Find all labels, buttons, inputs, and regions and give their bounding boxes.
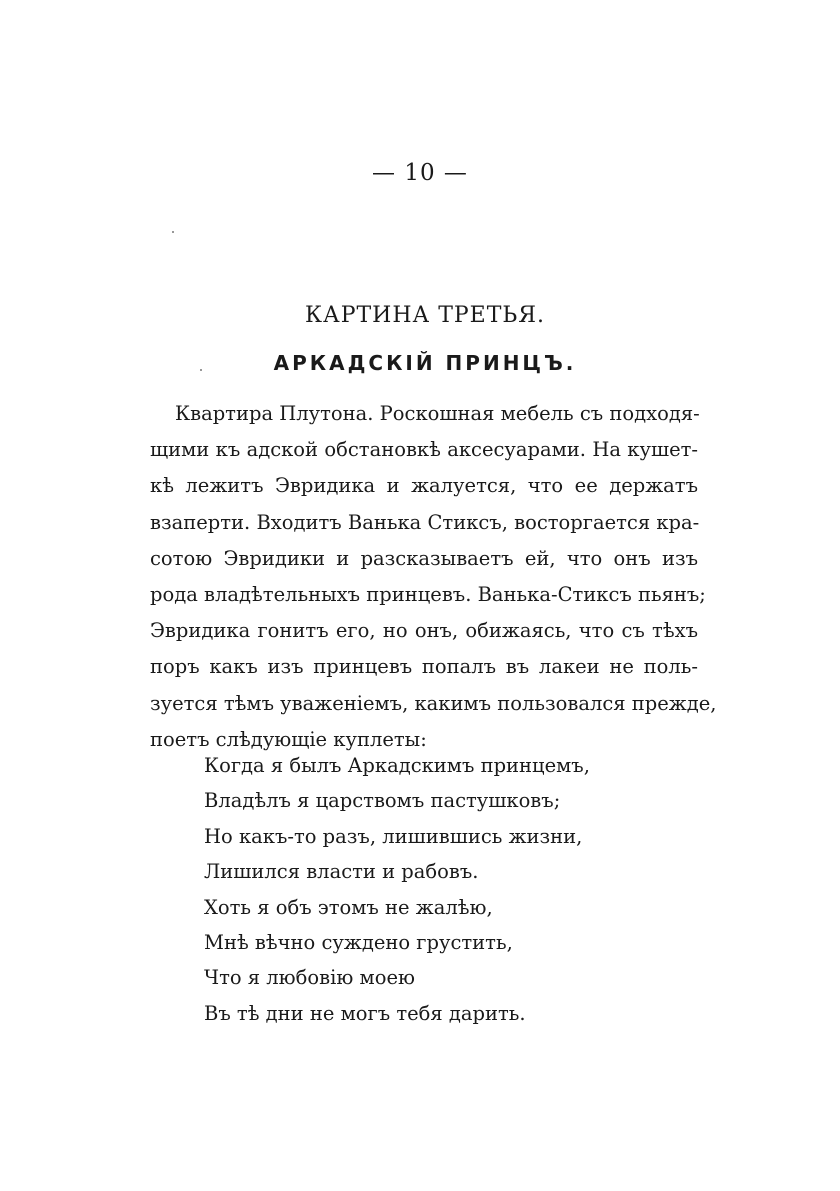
stage-direction-paragraph (150, 396, 717, 758)
paragraph-line: кѣ лежитъ Эвридика и жалуется, что ее держатъ (150, 474, 698, 498)
scene-subtitle: АРКАДСКIЙ ПРИНЦЪ. (273, 351, 577, 375)
song-verse (204, 748, 604, 1031)
verse-line: Но какъ-то разъ, лишившись жизни, (204, 824, 583, 848)
verse-line: Владѣлъ я царствомъ пастушковъ; (204, 789, 561, 813)
verse-line: Когда я былъ Аркадскимъ принцемъ, (204, 754, 590, 777)
page-number: — 10 — (372, 160, 468, 186)
paragraph-line: Эвридика гонитъ его, но онъ, обижаясь, что съ тѣхъ (150, 619, 698, 643)
paragraph-line: зуется тѣмъ уваженiемъ, какимъ пользовался прежде, (150, 691, 717, 715)
scene-title: КАРТИНА ТРЕТЬЯ. (305, 303, 545, 328)
paragraph-line: поръ какъ изъ принцевъ попалъ въ лакеи не поль- (150, 655, 698, 679)
paragraph-line: сотою Эвридики и разсказываетъ ей, что онъ изъ (150, 546, 698, 570)
verse-line: Мнѣ вѣчно суждено грустить, (204, 931, 513, 955)
verse-line: Въ тѣ дни не могъ тебя дарить. (204, 1001, 526, 1025)
paragraph-line: взаперти. Входитъ Ванька Стиксъ, восторгается кра- (150, 510, 700, 534)
verse-line: Что я любовiю моею (204, 966, 415, 990)
verse-line: Лишился власти и рабовъ. (204, 860, 479, 884)
paragraph-line: рода владѣтельныхъ принцевъ. Ванька-Стиксъ пьянъ; (150, 583, 706, 607)
verse-line: Хоть я объ этомъ не жалѣю, (204, 895, 493, 919)
paragraph-line: поетъ слѣдующiе куплеты: (150, 727, 427, 751)
paragraph-line: щими къ адской обстановкѣ аксесуарами. На кушет- (150, 438, 698, 462)
print-speck (172, 231, 174, 233)
paragraph-line: Квартира Плутона. Роскошная мебель съ подходя- (175, 402, 700, 425)
